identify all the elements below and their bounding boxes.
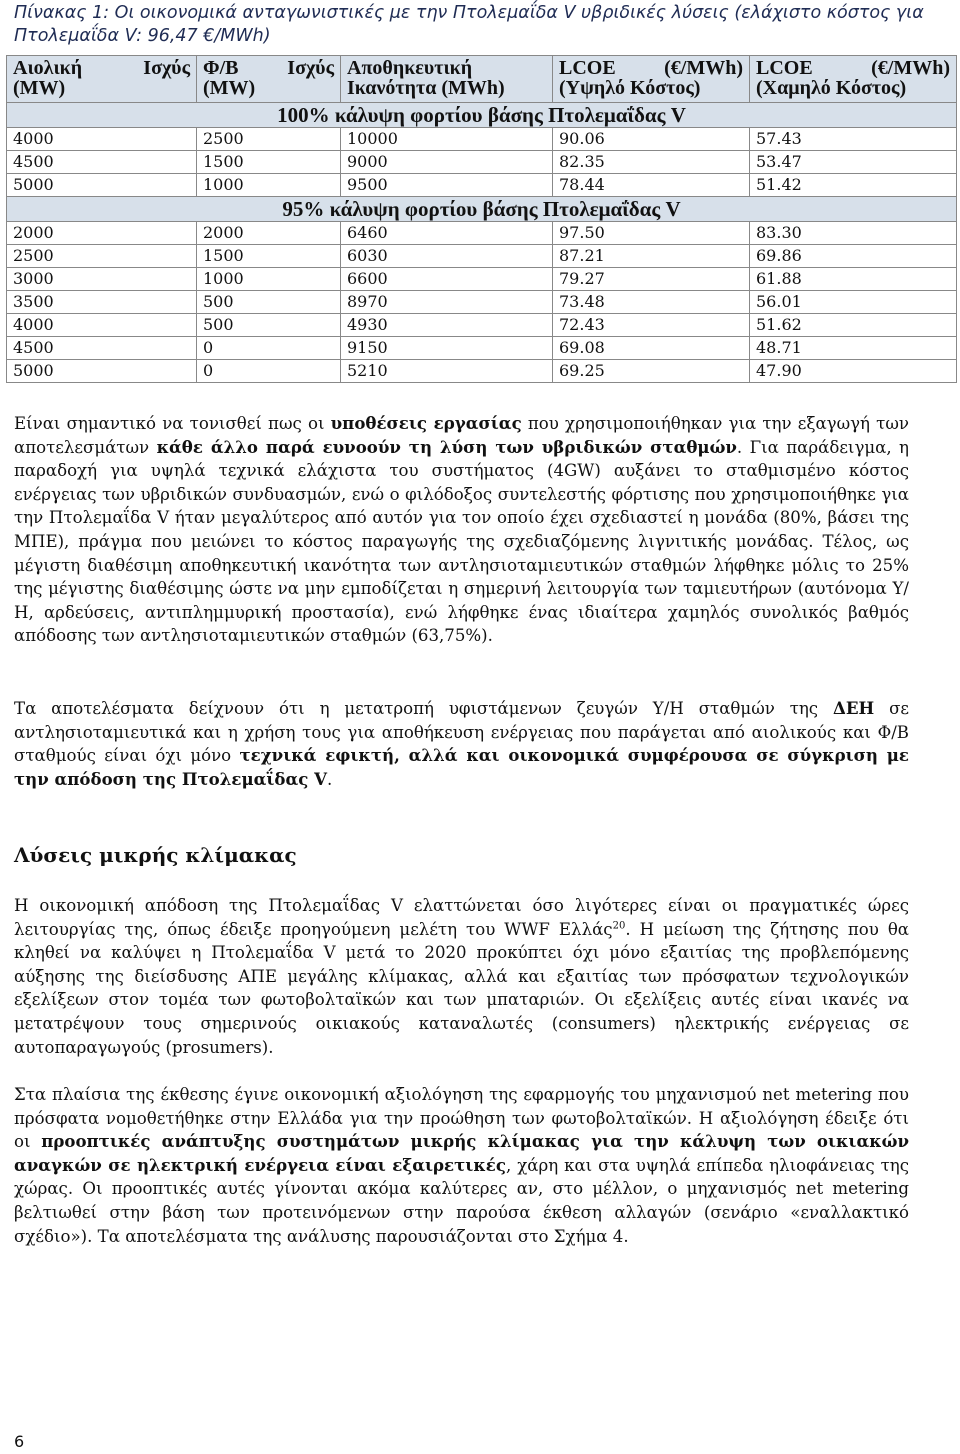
table-cell: 4930 (341, 314, 553, 337)
table-cell: 4500 (7, 151, 197, 174)
table-row (7, 314, 957, 337)
page-number: 6 (14, 1432, 25, 1451)
table-cell: 69.86 (750, 245, 957, 268)
table-cell: 8970 (341, 291, 553, 314)
table-cell: 5210 (341, 360, 553, 383)
table-body (7, 103, 957, 383)
table-cell: 5000 (7, 360, 197, 383)
table-cell: 2000 (197, 222, 341, 245)
table-cell: 500 (197, 291, 341, 314)
table-cell: 97.50 (553, 222, 750, 245)
table-cell: 0 (197, 337, 341, 360)
table-cell: 9500 (341, 174, 553, 197)
table-cell: 2500 (197, 128, 341, 151)
table-cell: 9000 (341, 151, 553, 174)
table-row (7, 128, 957, 151)
table-cell: 1000 (197, 174, 341, 197)
table-cell: 9150 (341, 337, 553, 360)
header-lcoe-low: LCOE (€/MWh) (Χαμηλό Κόστος) (750, 56, 957, 103)
table-cell: 90.06 (553, 128, 750, 151)
section-heading: Λύσεις μικρής κλίμακας (14, 843, 297, 867)
table-cell: 87.21 (553, 245, 750, 268)
table-cell: 78.44 (553, 174, 750, 197)
paragraph-assumptions: Είναι σημαντικό να τονισθεί πως οι υποθέσεις εργασίας που χρησιμοποιήθηκαν για την εξαγωγή των αποτελεσμάτων κάθε άλλο παρά ευνοούν τη λύση των υβριδικών σταθμών. Για παράδειγμα, η παραδοχή για υψηλά τεχνικά ελάχιστα του συστήματος (4GW) αυξάνει το σταθμισμένο κόστος ενέργειας των υβριδικών συνδυασμών, ενώ ο φιλόδοξος συντελεστής φόρτισης που χρησιμοποιήθηκε για την Πτολεμαΐδα V ήταν μεγαλύτερος από αυτόν για τον οποίο έχει σχεδιαστεί η μονάδα (80%, βάσει της ΜΠΕ), πράγμα που μειώνει το κόστος παραγωγής της σχεδιαζόμενης λιγνιτικής μονάδας. Τέλος, ως μέγιστη διαθέσιμη αποθηκευτική ικανότητα των αντλησιοταμιευτικών σταθμών λήφθηκε μόλις το 25% της μέγιστης διαθέσιμης ώστε να μην εμποδίζεται η σημερινή λειτουργία των ταμιευτήρων (αυτόνομα Υ/Η, αρδεύσεις, αντιπλημμυρική προστασία), ενώ λήφθηκε ένας ιδιαίτερα χαμηλός συνολικός βαθμός απόδοσης των αντλησιοταμιευτικών σταθμών (63,75%). (14, 413, 910, 646)
table-cell: 0 (197, 360, 341, 383)
header-wind-power: Αιολική Ισχύς (MW) (7, 56, 197, 103)
table-cell: 51.42 (750, 174, 957, 197)
table-cell: 6600 (341, 268, 553, 291)
table-cell: 4000 (7, 128, 197, 151)
table-cell: 1500 (197, 151, 341, 174)
table-cell: 4500 (7, 337, 197, 360)
table-cell: 4000 (7, 314, 197, 337)
table-row (7, 222, 957, 245)
table-cell: 61.88 (750, 268, 957, 291)
table-header-row (7, 56, 957, 103)
paragraph-net-metering: Στα πλαίσια της έκθεσης έγινε οικονομική αξιολόγηση της εφαρμογής του μηχανισμού net metering που πρόσφατα νομοθετήθηκε στην Ελλάδα για την προώθηση των φωτοβολταϊκών. Η αξιολόγηση έδειξε ότι οι προοπτικές ανάπτυξης συστημάτων μικρής κλίμακας για την κάλυψη των οικιακών αναγκών σε ηλεκτρική ενέργεια είναι εξαιρετικές, χάρη και στα υψηλά επίπεδα ηλιοφάνειας της χώρας. Οι προοπτικές αυτές γίνονται ακόμα καλύτερες αν, στο μέλλον, ο μηχανισμός net metering βελτιωθεί στην βάση των προτεινόμενων στην παρούσα έκθεση αλλαγών (σενάριο «εναλλακτικό σχέδιο»). Τα αποτελέσματα της ανάλυσης παρουσιάζονται στο Σχήμα 4. (14, 1085, 910, 1246)
table-cell: 500 (197, 314, 341, 337)
table-cell: 6460 (341, 222, 553, 245)
table-cell: 2500 (7, 245, 197, 268)
table-cell: 51.62 (750, 314, 957, 337)
table-cell: 3500 (7, 291, 197, 314)
table-cell: 1500 (197, 245, 341, 268)
table-cell: 57.43 (750, 128, 957, 151)
table-cell: 72.43 (553, 314, 750, 337)
section-title: 100% κάλυψη φορτίου βάσης Πτολεμαΐδας V (7, 103, 957, 128)
paragraph-small-scale: Η οικονομική απόδοση της Πτολεμαΐδας V ελαττώνεται όσο λιγότερες είναι οι πραγματικές ώρες λειτουργίας της, όπως έδειξε προηγούμενη μελέτη του WWF Ελλάς$^{20}$. Η μείωση της ζήτησης που θα κληθεί να καλύψει η Πτολεμαΐδα V μετά το 2020 προκύπτει όχι μόνο εξαιτίας της προβλεπόμενης αύξησης της διείσδυσης ΑΠΕ μεγάλης κλίμακας, αλλά και εξαιτίας των πρόσφατων τεχνολογικών εξελίξεων στον τομέα των φωτοβολταϊκών και των μπαταριών. Οι εξελίξεις αυτές είναι ικανές να μετατρέψουν τους σημερινούς οικιακούς καταναλωτές (consumers) ηλεκτρικής ενέργειας σε αυτοπαραγωγούς (prosumers). (14, 896, 910, 1057)
table-row (7, 268, 957, 291)
table-cell: 69.25 (553, 360, 750, 383)
table-cell: 48.71 (750, 337, 957, 360)
table-row (7, 337, 957, 360)
table-section-row (7, 197, 957, 222)
table-cell: 1000 (197, 268, 341, 291)
table-cell: 10000 (341, 128, 553, 151)
table-cell: 2000 (7, 222, 197, 245)
table-cell: 5000 (7, 174, 197, 197)
header-lcoe-high: LCOE (€/MWh) (Υψηλό Κόστος) (553, 56, 750, 103)
table-row (7, 360, 957, 383)
footnote-ref: 20 (612, 920, 626, 932)
table-cell: 56.01 (750, 291, 957, 314)
table-cell: 53.47 (750, 151, 957, 174)
table-caption: Πίνακας 1: Οι οικονομικά ανταγωνιστικές με την Πτολεμαΐδα V υβριδικές λύσεις (ελάχιστο κόστος για Πτολεμαΐδα V: 96,47 €/MWh) (14, 3, 924, 46)
table-cell: 83.30 (750, 222, 957, 245)
table-section-row (7, 103, 957, 128)
table-cell: 73.48 (553, 291, 750, 314)
table-row (7, 151, 957, 174)
header-storage-capacity: Αποθηκευτική Ικανότητα (MWh) (341, 56, 553, 103)
paragraph-results: Τα αποτελέσματα δείχνουν ότι η μετατροπή υφιστάμενων ζευγών Υ/Η σταθμών της ΔΕΗ σε αντλησιοταμιευτικά και η χρήση τους για αποθήκευση ενέργειας που παράγεται από αιολικούς και Φ/Β σταθμούς είναι όχι μόνο τεχνικά εφικτή, αλλά και οικονομικά συμφέρουσα σε σύγκριση με την απόδοση της Πτολεμαΐδας V. (14, 698, 910, 789)
table-row (7, 174, 957, 197)
table-cell: 6030 (341, 245, 553, 268)
table-row (7, 291, 957, 314)
table-cell: 79.27 (553, 268, 750, 291)
table-row (7, 245, 957, 268)
header-pv-power: Φ/Β Ισχύς (MW) (197, 56, 341, 103)
table-cell: 82.35 (553, 151, 750, 174)
section-title: 95% κάλυψη φορτίου βάσης Πτολεμαΐδας V (7, 197, 957, 222)
table-cell: 69.08 (553, 337, 750, 360)
table-cell: 47.90 (750, 360, 957, 383)
table-cell: 3000 (7, 268, 197, 291)
lcoe-table (6, 55, 957, 383)
